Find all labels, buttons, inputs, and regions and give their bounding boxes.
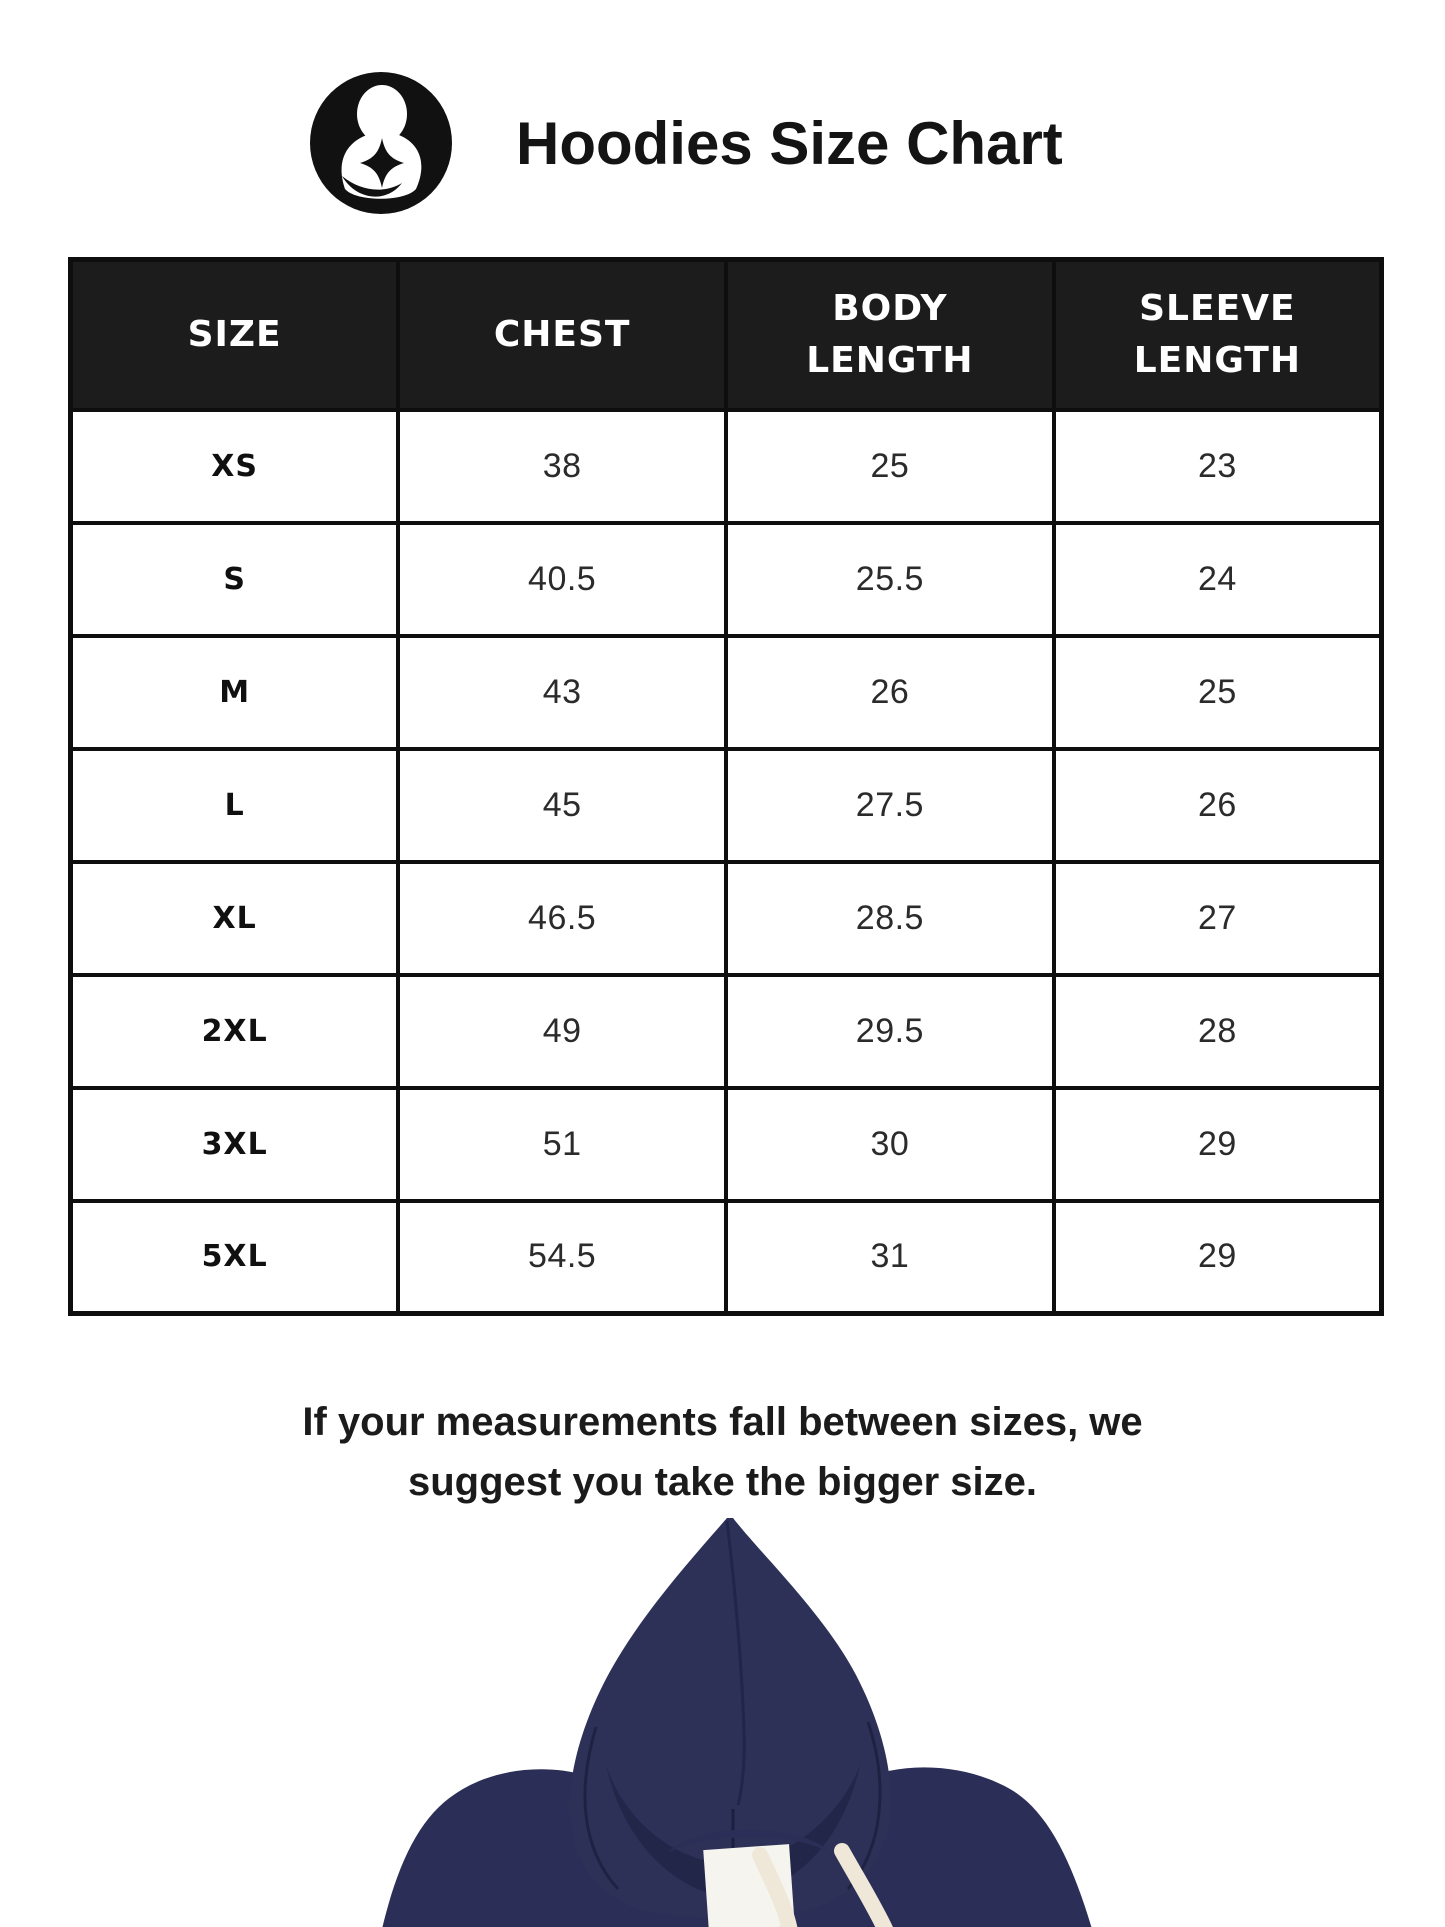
- size-cell: L: [71, 749, 399, 862]
- body-length-cell: 27.5: [726, 749, 1054, 862]
- hoodie-product-image: [0, 1517, 1445, 1927]
- page-title: Hoodies Size Chart: [516, 109, 1063, 177]
- chest-cell: 46.5: [398, 862, 726, 975]
- table-row: [71, 749, 1382, 862]
- hoodie-illustration: [0, 1517, 1445, 1927]
- body-length-cell: 25: [726, 410, 1054, 523]
- chest-cell: 51: [398, 1088, 726, 1201]
- fit-note: [0, 1392, 1445, 1512]
- fit-note-line2: suggest you take the bigger size.: [407, 1460, 1038, 1504]
- fit-note-line1: If your measurements fall between sizes, we: [302, 1400, 1143, 1444]
- size-cell: M: [71, 636, 399, 749]
- body-length-cell: 28.5: [726, 862, 1054, 975]
- table-row: [71, 1088, 1382, 1201]
- column-header-body-length: BODY LENGTH: [726, 260, 1054, 410]
- size-chart-table: [68, 257, 1384, 1316]
- chest-cell: 38: [398, 410, 726, 523]
- column-header-size: SIZE: [71, 260, 399, 410]
- sleeve-length-cell: 24: [1054, 523, 1382, 636]
- chest-cell: 54.5: [398, 1201, 726, 1314]
- sleeve-length-cell: 25: [1054, 636, 1382, 749]
- chest-cell: 49: [398, 975, 726, 1088]
- body-length-cell: 26: [726, 636, 1054, 749]
- body-length-cell: 30: [726, 1088, 1054, 1201]
- chest-cell: 43: [398, 636, 726, 749]
- table-row: [71, 975, 1382, 1088]
- sleeve-length-cell: 27: [1054, 862, 1382, 975]
- brand-header: [308, 70, 1063, 216]
- chest-cell: 40.5: [398, 523, 726, 636]
- body-length-cell: 29.5: [726, 975, 1054, 1088]
- body-length-cell: 31: [726, 1201, 1054, 1314]
- column-header-chest: CHEST: [398, 260, 726, 410]
- table-row: [71, 523, 1382, 636]
- size-cell: 2XL: [71, 975, 399, 1088]
- table-row: [71, 862, 1382, 975]
- size-cell: 5XL: [71, 1201, 399, 1314]
- sleeve-length-cell: 29: [1054, 1201, 1382, 1314]
- table-header-row: [71, 260, 1382, 410]
- table-row: [71, 1201, 1382, 1314]
- table-row: [71, 636, 1382, 749]
- sleeve-length-cell: 29: [1054, 1088, 1382, 1201]
- chest-cell: 45: [398, 749, 726, 862]
- sleeve-length-cell: 28: [1054, 975, 1382, 1088]
- brand-logo-icon: [308, 70, 454, 216]
- size-cell: XS: [71, 410, 399, 523]
- sleeve-length-cell: 26: [1054, 749, 1382, 862]
- column-header-sleeve-length: SLEEVE LENGTH: [1054, 260, 1382, 410]
- size-cell: 3XL: [71, 1088, 399, 1201]
- size-cell: S: [71, 523, 399, 636]
- size-cell: XL: [71, 862, 399, 975]
- sleeve-length-cell: 23: [1054, 410, 1382, 523]
- table-row: [71, 410, 1382, 523]
- body-length-cell: 25.5: [726, 523, 1054, 636]
